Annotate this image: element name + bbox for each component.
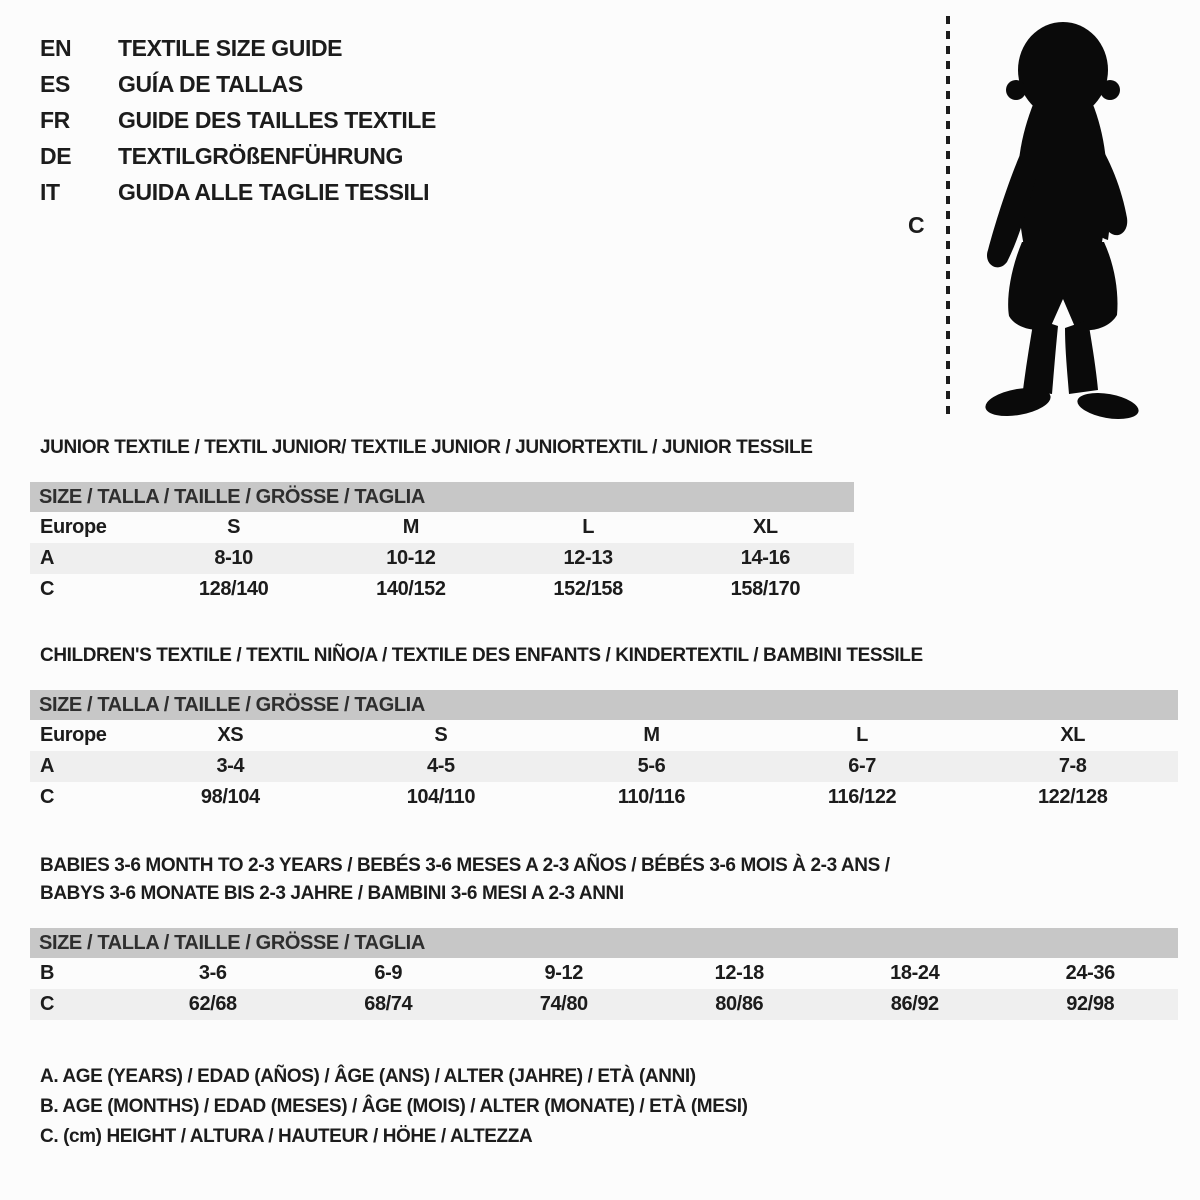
cell-value: 12-18 <box>714 962 764 984</box>
legend <box>40 1062 748 1152</box>
cell-value: 6-9 <box>374 962 403 984</box>
cell-value: 7-8 <box>1058 755 1087 777</box>
row-label: Europe <box>40 724 107 746</box>
section-title-line: CHILDREN'S TEXTILE / TEXTIL NIÑO/A / TEXTILE DES ENFANTS / KINDERTEXTIL / BAMBINI TESSILE <box>40 645 923 666</box>
cell-value: 92/98 <box>1066 993 1115 1015</box>
toddler-silhouette-icon <box>970 10 1152 420</box>
row-label: A <box>40 755 55 777</box>
size-table-rows <box>30 958 1178 1020</box>
cell-value: 122/128 <box>1037 786 1108 808</box>
cell-value: 3-6 <box>198 962 227 984</box>
language-row <box>40 138 436 174</box>
language-title: GUIDA ALLE TAGLIE TESSILI <box>118 179 430 205</box>
section-title-line: BABIES 3-6 MONTH TO 2-3 YEARS / BEBÉS 3-6 MESES A 2-3 AÑOS / BÉBÉS 3-6 MOIS À 2-3 ANS / <box>40 855 890 876</box>
cell-value: S <box>227 516 241 538</box>
cell-value: 98/104 <box>200 786 260 808</box>
language-row <box>40 30 436 66</box>
cell-value: 18-24 <box>890 962 940 984</box>
cell-value: 116/122 <box>827 786 897 808</box>
cell-value: XL <box>1060 724 1086 746</box>
row-label: C <box>40 578 55 600</box>
cell-value: M <box>643 724 660 746</box>
legend-line: A. AGE (YEARS) / EDAD (AÑOS) / ÂGE (ANS) / ALTER (JAHRE) / ETÀ (ANNI) <box>40 1066 696 1087</box>
language-title: TEXTILGRÖßENFÜHRUNG <box>118 143 403 169</box>
cell-value: S <box>434 724 448 746</box>
section-title-line: BABYS 3-6 MONATE BIS 2-3 JAHRE / BAMBINI 3-6 MESI A 2-3 ANNI <box>40 883 624 904</box>
size-table-header: SIZE / TALLA / TAILLE / GRÖSSE / TAGLIA <box>30 482 854 512</box>
cell-value: 74/80 <box>539 993 588 1015</box>
row-label: C <box>40 993 55 1015</box>
cell-value: 152/158 <box>553 578 623 600</box>
legend-line: C. (cm) HEIGHT / ALTURA / HAUTEUR / HÖHE / ALTEZZA <box>40 1126 533 1147</box>
cell-value: 68/74 <box>364 993 413 1015</box>
cell-value: 5-6 <box>637 755 666 777</box>
cell-value: 140/152 <box>376 578 446 600</box>
cell-value: 86/92 <box>890 993 939 1015</box>
section-title-line: JUNIOR TEXTILE / TEXTIL JUNIOR/ TEXTILE JUNIOR / JUNIORTEXTIL / JUNIOR TESSILE <box>40 437 813 458</box>
cell-value: 14-16 <box>740 547 790 569</box>
table-row <box>30 543 854 574</box>
cell-value: 62/68 <box>188 993 237 1015</box>
table-row <box>30 958 1178 989</box>
cell-value: 24-36 <box>1065 962 1115 984</box>
language-code: EN <box>40 35 72 61</box>
row-label: C <box>40 786 55 808</box>
language-code: FR <box>40 107 70 133</box>
section-heading <box>40 852 1178 908</box>
language-list <box>40 30 436 210</box>
size-table-header: SIZE / TALLA / TAILLE / GRÖSSE / TAGLIA <box>30 690 1178 720</box>
language-title: GUIDE DES TAILLES TEXTILE <box>118 107 436 133</box>
cell-value: 80/86 <box>715 993 764 1015</box>
cell-value: 110/116 <box>617 786 686 808</box>
language-code: ES <box>40 71 70 97</box>
section-children-textile <box>30 642 1178 813</box>
table-row <box>30 574 854 605</box>
section-heading <box>40 642 1178 670</box>
row-label: Europe <box>40 516 107 538</box>
table-row <box>30 782 1178 813</box>
cell-value: L <box>582 516 595 538</box>
table-row <box>30 720 1178 751</box>
language-title: GUÍA DE TALLAS <box>118 71 303 97</box>
cell-value: XL <box>752 516 778 538</box>
cell-value: 8-10 <box>214 547 253 569</box>
language-code: IT <box>40 179 60 205</box>
cell-value: M <box>402 516 419 538</box>
cell-value: L <box>856 724 868 746</box>
table-row <box>30 989 1178 1020</box>
section-junior-textile <box>30 434 854 605</box>
size-table-rows <box>30 720 1178 813</box>
language-code: DE <box>40 143 72 169</box>
size-table-header: SIZE / TALLA / TAILLE / GRÖSSE / TAGLIA <box>30 928 1178 958</box>
row-label: B <box>40 962 55 984</box>
height-measure-label: C <box>908 212 925 238</box>
cell-value: 4-5 <box>427 755 455 777</box>
size-table-rows <box>30 512 854 605</box>
table-row <box>30 512 854 543</box>
height-measure-dashed-line <box>946 16 950 418</box>
cell-value: 9-12 <box>544 962 583 984</box>
table-row <box>30 751 1178 782</box>
cell-value: 12-13 <box>563 547 613 569</box>
section-heading <box>40 434 854 462</box>
row-label: A <box>40 547 55 569</box>
language-row <box>40 66 436 102</box>
language-title: TEXTILE SIZE GUIDE <box>118 35 343 61</box>
language-row <box>40 102 436 138</box>
language-row <box>40 174 436 210</box>
section-babies-textile <box>30 852 1178 1020</box>
cell-value: 3-4 <box>216 755 245 777</box>
cell-value: XS <box>217 724 244 746</box>
legend-line: B. AGE (MONTHS) / EDAD (MESES) / ÂGE (MOIS) / ALTER (MONATE) / ETÀ (MESI) <box>40 1096 748 1117</box>
cell-value: 6-7 <box>848 755 876 777</box>
cell-value: 158/170 <box>730 578 801 600</box>
cell-value: 104/110 <box>406 786 476 808</box>
cell-value: 10-12 <box>386 547 436 569</box>
cell-value: 128/140 <box>198 578 269 600</box>
